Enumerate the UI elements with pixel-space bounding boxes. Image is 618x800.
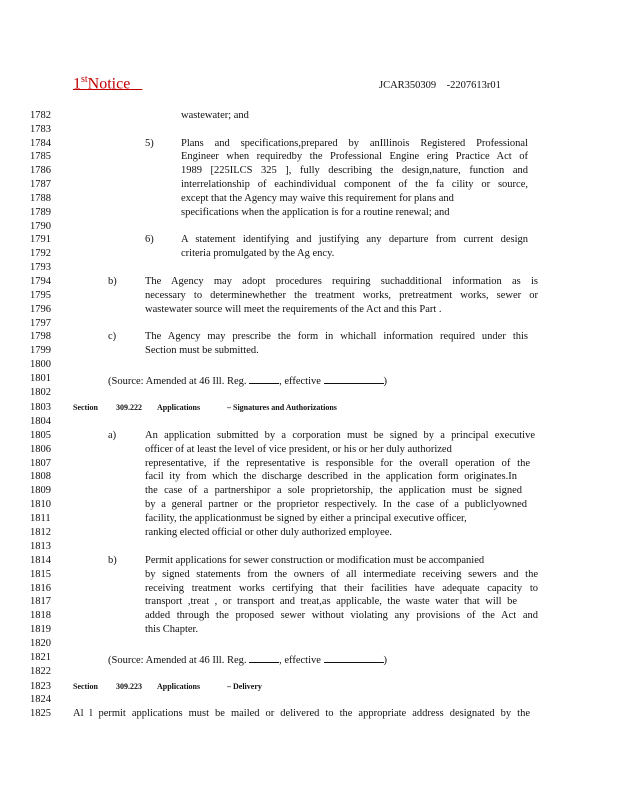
effective-label: , effective	[279, 655, 321, 666]
line-number: 1806	[30, 444, 51, 455]
item-5-line: 1989 [225ILCS 325 ], fully describing the design,nature, function and	[181, 165, 528, 176]
item-a-marker: a)	[108, 430, 117, 441]
item-b2-line: transport ,treat , or transport and treat,as applicable, the waste water that will be	[145, 596, 517, 607]
notice-number: 1	[73, 75, 81, 93]
line-number: 1818	[30, 610, 51, 621]
line-number: 1785	[30, 151, 51, 162]
item-b2-line: added through the proposed sewer without violating any provisions of the Act and	[145, 610, 538, 621]
line-number: 1799	[30, 345, 51, 356]
source-close: )	[383, 376, 388, 387]
line-number: 1810	[30, 499, 51, 510]
line-number: 1801	[30, 373, 51, 384]
item-5-line: Plans and specifications,prepared by anIllinois Registered Professional	[181, 138, 528, 149]
item-c-line: The Agency may prescribe the form in whichall information required under this	[145, 331, 528, 342]
line-number: 1823	[30, 681, 51, 692]
item-a-line: by a general partner or the proprietor respectively. In the case of a publiclyowned	[145, 499, 527, 510]
item-c-line: Section must be submitted.	[145, 345, 259, 356]
line-number: 1803	[30, 402, 51, 413]
source-note-2	[108, 652, 387, 667]
item-c-marker: c)	[108, 331, 117, 342]
line-number: 1817	[30, 596, 51, 607]
item-5-marker: 5)	[145, 138, 154, 149]
effective-blank	[324, 652, 384, 663]
line-number: 1783	[30, 124, 51, 135]
line-number: 1794	[30, 276, 51, 287]
line-number: 1825	[30, 708, 51, 719]
line-number: 1790	[30, 221, 51, 232]
line-number: 1807	[30, 458, 51, 469]
line-number: 1782	[30, 110, 51, 121]
line-number: 1812	[30, 527, 51, 538]
line-number: 1786	[30, 165, 51, 176]
notice-header	[73, 74, 142, 93]
line-number: 1811	[30, 513, 51, 524]
source-note-1	[108, 373, 387, 388]
jcar-code: JCAR350309 -2207613r01	[379, 80, 501, 91]
line-number: 1809	[30, 485, 51, 496]
effective-blank	[324, 373, 384, 384]
section-number: 309.222	[116, 403, 142, 412]
line-number: 1822	[30, 666, 51, 677]
line-number: 1798	[30, 331, 51, 342]
item-b-marker: b)	[108, 276, 117, 287]
item-a-line: the case of a partnershipor a sole proprietorship, the application must be signed	[145, 485, 522, 496]
line-number: 1795	[30, 290, 51, 301]
item-a-line: ranking elected official or other duly authorized employee.	[145, 527, 393, 538]
line-number: 1815	[30, 569, 51, 580]
line-1782-text: wastewater; and	[181, 110, 249, 121]
item-6-line: A statement identifying and justifying any departure from current design	[181, 234, 528, 245]
item-5-line: Engineer when requiredby the Professional Engine ering Practice Act of	[181, 151, 528, 162]
source-label: (Source: Amended at 46 Ill. Reg.	[108, 376, 247, 387]
item-a-line: officer of at least the level of vice president, or his or her duly authorized	[145, 444, 452, 455]
line-number: 1824	[30, 694, 51, 705]
item-b2-line: this Chapter.	[145, 624, 199, 635]
line-number: 1814	[30, 555, 51, 566]
item-a-line: facil ity from which the discharge described in the application form originates.In	[145, 471, 517, 482]
section-label: Section	[73, 682, 98, 691]
line-number: 1813	[30, 541, 51, 552]
item-b2-marker: b)	[108, 555, 117, 566]
line-number: 1793	[30, 262, 51, 273]
line-number: 1796	[30, 304, 51, 315]
line-number: 1819	[30, 624, 51, 635]
section-title: Applications	[157, 682, 201, 691]
item-5-line: specifications when the application is for a routine renewal; and	[181, 207, 450, 218]
reg-blank	[249, 373, 279, 384]
item-b2-line: by signed statements from the owners of all intermediate receiving sewers and the	[145, 569, 538, 580]
line-number: 1805	[30, 430, 51, 441]
item-b-line: wastewater source will meet the requirements of the Act and this Part .	[145, 304, 442, 315]
notice-superscript: st	[81, 74, 88, 85]
line-number: 1816	[30, 583, 51, 594]
line-number: 1791	[30, 234, 51, 245]
line-number: 1808	[30, 471, 51, 482]
notice-word: Notice	[87, 75, 131, 93]
item-b-line: necessary to determinewhether the treatment works, pretreatment works, sewer or	[145, 290, 538, 301]
line-number: 1804	[30, 416, 51, 427]
item-a-line: representative, if the representative is responsible for the overall operation of the	[145, 458, 530, 469]
item-5-line: interrelationship of eachindividual component of the fa cility or source,	[181, 179, 528, 190]
line-number: 1797	[30, 318, 51, 329]
item-b2-line: Permit applications for sewer construction or modification must be accompanied	[145, 555, 485, 566]
line-number: 1787	[30, 179, 51, 190]
line-1825-text: Al l permit applications must be mailed or delivered to the appropriate address designated by the	[73, 708, 530, 719]
line-number: 1792	[30, 248, 51, 259]
line-number: 1802	[30, 387, 51, 398]
source-close: )	[383, 655, 388, 666]
item-a-line: An application submitted by a corporation must be signed by a principal executive	[145, 430, 535, 441]
section-title: Applications	[157, 403, 201, 412]
line-number: 1789	[30, 207, 51, 218]
reg-blank	[249, 652, 279, 663]
line-number: 1821	[30, 652, 51, 663]
item-6-marker: 6)	[145, 234, 154, 245]
item-b-line: The Agency may adopt procedures requiring suchadditional information as is	[145, 276, 538, 287]
effective-label: , effective	[279, 376, 321, 387]
item-6-line: criteria promulgated by the Ag ency.	[181, 248, 335, 259]
line-number: 1788	[30, 193, 51, 204]
line-number: 1820	[30, 638, 51, 649]
source-label: (Source: Amended at 46 Ill. Reg.	[108, 655, 247, 666]
section-number: 309.223	[116, 682, 142, 691]
item-b2-line: receiving treatment works certifying that their facilities have adequate capacity to	[145, 583, 538, 594]
section-label: Section	[73, 403, 98, 412]
line-number: 1784	[30, 138, 51, 149]
item-5-line: except that the Agency may waive this requirement for plans and	[181, 193, 454, 204]
section-subtitle: – Delivery	[227, 682, 262, 691]
item-a-line: facility, the applicationmust be signed by either a principal executive officer,	[145, 513, 467, 524]
line-number: 1800	[30, 359, 51, 370]
section-subtitle: – Signatures and Authorizations	[227, 403, 337, 412]
